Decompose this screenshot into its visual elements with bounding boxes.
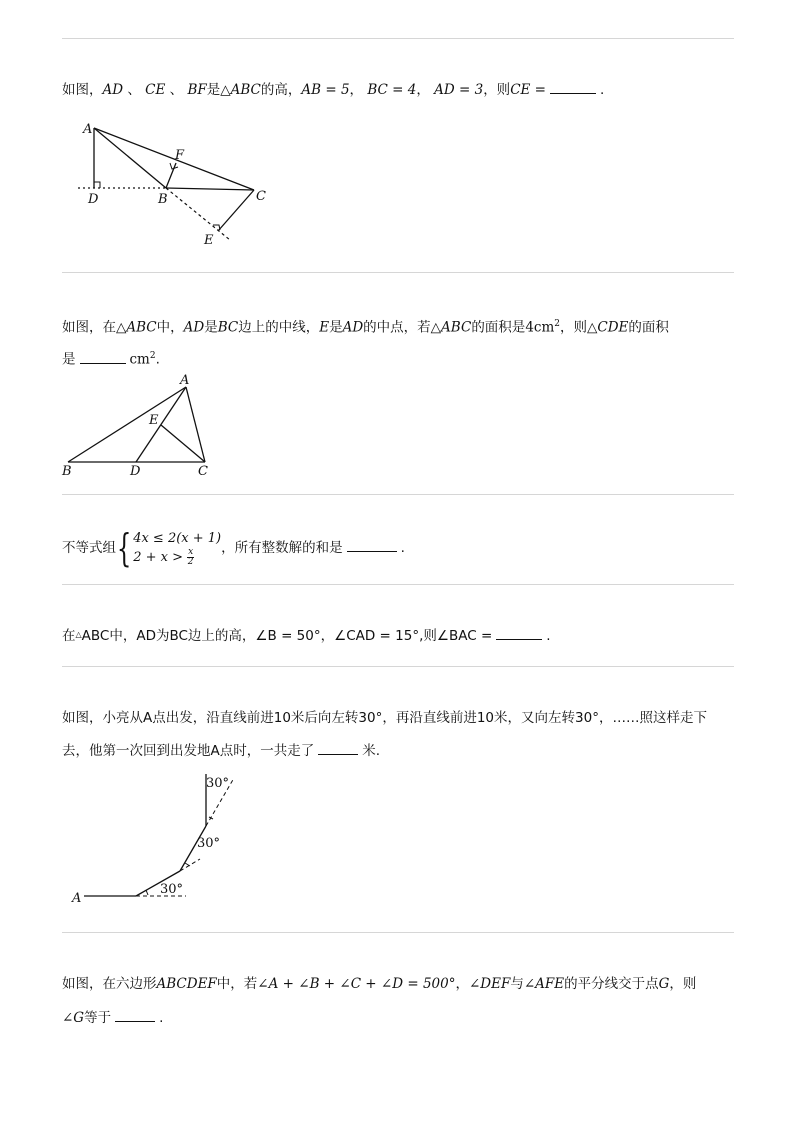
q3-frac-num: x	[188, 547, 194, 557]
q1-figure	[70, 118, 310, 248]
q1-ask: ，则	[483, 82, 511, 98]
q1-ce: CE	[145, 82, 166, 98]
question-1-text	[62, 80, 604, 100]
divider-5	[62, 932, 734, 933]
q2-bc: BC	[217, 319, 239, 336]
q1-answer-blank[interactable]	[550, 81, 596, 94]
q1-mid2: 的高，	[260, 82, 302, 98]
q6-angle-afe: ∠AFE	[523, 976, 565, 992]
q2-t3: 是	[204, 319, 218, 336]
q5-angle-1: 30°	[160, 882, 184, 897]
q2-label-d: D	[130, 464, 141, 479]
divider-2	[62, 494, 734, 495]
q2-t5: 是	[329, 319, 343, 336]
q6-point-g: G	[658, 976, 670, 992]
q1-label-f: F	[175, 148, 185, 163]
q2-triangle-2: △ABC	[430, 319, 472, 336]
q6-t3: ，	[455, 976, 469, 992]
q1-label-b: B	[158, 192, 168, 207]
q2-unit: cm	[129, 351, 150, 368]
q1-end: .	[599, 82, 605, 98]
q1-bc: BC = 4	[367, 82, 417, 98]
question-2-line-2	[62, 346, 160, 370]
q2-t7: 的面积是	[471, 319, 526, 336]
q5-angle-2: 30°	[197, 836, 221, 851]
q6-angle-sum: ∠A + ∠B + ∠C + ∠D = 500°	[257, 976, 456, 992]
q1-mid: 是	[206, 82, 221, 98]
q2-label-c: C	[198, 464, 208, 479]
question-6-line-1	[62, 974, 696, 994]
q2-e: E	[319, 319, 330, 336]
q1-ad3: AD = 3	[434, 82, 484, 98]
q6-t2: 中，若	[216, 976, 258, 992]
question-5-line-1: 如图，小亮从A点出发，沿直线前进10米后向左转30°，再沿直线前进10米，又向左转30°，……照这样走下	[62, 710, 707, 726]
q1-lead: 如图，	[62, 82, 103, 98]
q2-label-a: A	[180, 373, 190, 388]
question-3-text	[62, 528, 405, 568]
q2-t2: 中，	[156, 319, 184, 336]
q3-ineq-2: 2 + x >	[133, 550, 183, 565]
q4-lead: 在	[62, 628, 76, 644]
q3-system	[133, 529, 221, 567]
q2-t6: 的中点，若	[363, 319, 431, 336]
q6-angle-def: ∠DEF	[468, 976, 511, 992]
q1-label-a: A	[83, 122, 93, 137]
q5-angle-3: 30°	[206, 776, 230, 791]
q6-answer-blank[interactable]	[115, 1009, 155, 1022]
q6-t7: 等于	[84, 1010, 112, 1026]
divider-top	[62, 38, 734, 39]
q2-label-e: E	[149, 413, 159, 428]
q2-t1: 如图，在	[62, 319, 116, 336]
q1-ab: AB = 5	[301, 82, 350, 98]
q3-frac-den: 2	[187, 557, 194, 567]
q2-ad2: AD	[342, 319, 364, 336]
q3-fraction	[187, 548, 194, 567]
q4-end: .	[546, 628, 551, 644]
q6-t6: ，则	[669, 976, 697, 992]
q2-t10: 是	[62, 351, 76, 368]
q2-area: 4cm	[525, 319, 555, 336]
divider-3	[62, 584, 734, 585]
q3-end: .	[400, 540, 405, 556]
q4-answer-blank[interactable]	[496, 627, 542, 640]
divider-4	[62, 666, 734, 667]
q1-sep3: ，	[349, 82, 368, 98]
q4-body: ABC中，AD为BC边上的高，∠B = 50°，∠CAD = 15°,则∠BAC =	[81, 628, 493, 644]
q6-t1: 如图，在六边形	[62, 976, 157, 992]
q1-label-c: C	[256, 189, 266, 204]
q4-triangle-mark: △	[75, 630, 82, 639]
q5-label-a: A	[72, 891, 82, 906]
question-5-line-2	[62, 741, 380, 761]
q3-ineq-1: 4x ≤ 2(x + 1)	[133, 531, 222, 546]
question-6-line-2	[62, 1008, 163, 1028]
q1-sep1: 、	[123, 82, 146, 98]
q1-ce-eq: CE =	[510, 82, 546, 98]
q2-answer-blank[interactable]	[80, 351, 126, 364]
q2-area-sup: 2	[554, 319, 560, 329]
q2-unit-sup: 2	[149, 351, 156, 361]
q6-t5: 的平分线交于点	[564, 976, 659, 992]
q2-t8: ，则	[560, 319, 587, 336]
q2-cde: △CDE	[587, 319, 629, 336]
q6-hexagon: ABCDEF	[156, 976, 217, 992]
q3-tail: ，所有整数解的和是	[221, 540, 343, 556]
q1-label-e: E	[204, 233, 214, 248]
divider-1	[62, 272, 734, 273]
q2-t9: 的面积	[628, 319, 669, 336]
q1-label-d: D	[88, 192, 99, 207]
q2-figure	[60, 370, 230, 480]
q2-label-b: B	[62, 464, 72, 479]
question-4-text	[62, 625, 551, 646]
q6-end: .	[159, 1010, 164, 1026]
q3-answer-blank[interactable]	[347, 539, 397, 552]
q1-bf: BF	[187, 82, 207, 98]
q6-angle-g: ∠G	[62, 1010, 85, 1026]
q5-unit: 米.	[362, 743, 381, 759]
q1-ad: AD	[102, 82, 124, 98]
q2-t4: 边上的中线，	[238, 319, 320, 336]
q1-sep2: 、	[165, 82, 188, 98]
q5-figure	[66, 768, 266, 908]
q2-end: .	[155, 351, 160, 368]
q5-answer-blank[interactable]	[318, 742, 358, 755]
q3-lead: 不等式组	[62, 540, 116, 556]
q3-brace: {	[116, 526, 132, 570]
q1-sep4: ，	[416, 82, 435, 98]
q6-t4: 与	[510, 976, 524, 992]
q1-triangle: △ABC	[220, 82, 261, 98]
q2-ad: AD	[183, 319, 205, 336]
q5-line2-text: 去，他第一次回到出发地A点时，一共走了	[62, 743, 315, 759]
q2-triangle: △ABC	[116, 319, 157, 336]
question-2-line-1	[62, 314, 669, 338]
